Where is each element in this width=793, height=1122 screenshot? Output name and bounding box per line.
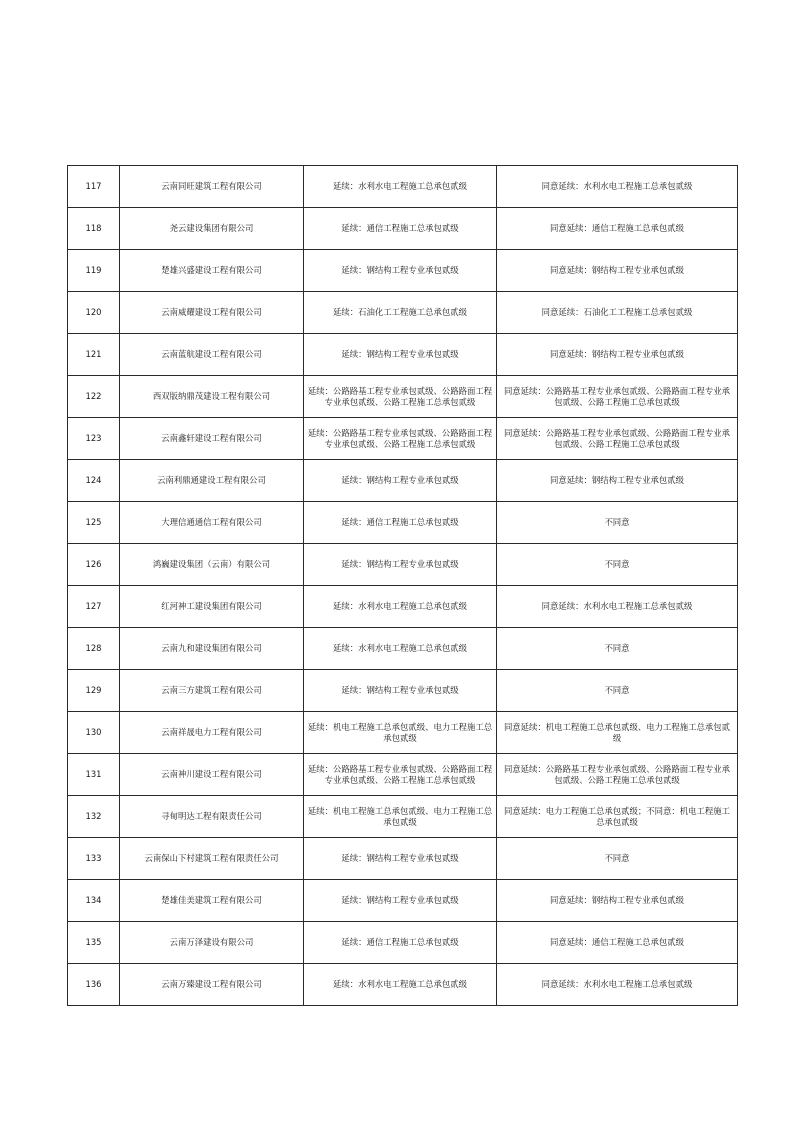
review-result-cell: 同意延续：公路路基工程专业承包贰级、公路路面工程专业承包贰级、公路工程施工总承包贰级 [497,418,738,460]
row-number-cell: 126 [68,544,120,586]
table-row [68,166,738,208]
application-cell: 延续：钢结构工程专业承包贰级 [304,670,497,712]
company-name-cell: 寻甸明达工程有限责任公司 [120,796,304,838]
application-cell: 延续：机电工程施工总承包贰级、电力工程施工总承包贰级 [304,712,497,754]
application-cell: 延续：通信工程施工总承包贰级 [304,502,497,544]
table-row [68,502,738,544]
application-cell: 延续：钢结构工程专业承包贰级 [304,838,497,880]
row-number-cell: 120 [68,292,120,334]
company-name-cell: 红河神工建设集团有限公司 [120,586,304,628]
application-cell: 延续：钢结构工程专业承包贰级 [304,880,497,922]
table-row [68,712,738,754]
company-name-cell: 云南三方建筑工程有限公司 [120,670,304,712]
row-number-cell: 135 [68,922,120,964]
company-name-cell: 尧云建设集团有限公司 [120,208,304,250]
row-number-cell: 130 [68,712,120,754]
row-number-cell: 125 [68,502,120,544]
table-row [68,418,738,460]
company-name-cell: 云南威耀建设工程有限公司 [120,292,304,334]
application-cell: 延续：水利水电工程施工总承包贰级 [304,628,497,670]
table-row [68,964,738,1006]
table-row [68,796,738,838]
table-row [68,376,738,418]
review-result-cell: 不同意 [497,838,738,880]
row-number-cell: 128 [68,628,120,670]
application-cell: 延续：公路路基工程专业承包贰级、公路路面工程专业承包贰级、公路工程施工总承包贰级 [304,754,497,796]
table-row [68,880,738,922]
application-cell: 延续：公路路基工程专业承包贰级、公路路面工程专业承包贰级、公路工程施工总承包贰级 [304,376,497,418]
company-name-cell: 云南利鼎通建设工程有限公司 [120,460,304,502]
row-number-cell: 133 [68,838,120,880]
review-result-cell: 同意延续：钢结构工程专业承包贰级 [497,880,738,922]
table-row [68,292,738,334]
table-row [68,670,738,712]
application-cell: 延续：钢结构工程专业承包贰级 [304,334,497,376]
review-result-cell: 同意延续：石油化工工程施工总承包贰级 [497,292,738,334]
row-number-cell: 136 [68,964,120,1006]
row-number-cell: 124 [68,460,120,502]
application-cell: 延续：钢结构工程专业承包贰级 [304,250,497,292]
review-result-cell: 同意延续：水利水电工程施工总承包贰级 [497,586,738,628]
row-number-cell: 119 [68,250,120,292]
review-result-cell: 同意延续：公路路基工程专业承包贰级、公路路面工程专业承包贰级、公路工程施工总承包贰级 [497,376,738,418]
review-result-cell: 不同意 [497,670,738,712]
table-row [68,460,738,502]
table-row [68,208,738,250]
table-row [68,250,738,292]
review-result-cell: 同意延续：公路路基工程专业承包贰级、公路路面工程专业承包贰级、公路工程施工总承包贰级 [497,754,738,796]
review-result-cell: 同意延续：钢结构工程专业承包贰级 [497,250,738,292]
application-cell: 延续：水利水电工程施工总承包贰级 [304,166,497,208]
table-row [68,334,738,376]
company-name-cell: 云南保山下村建筑工程有限责任公司 [120,838,304,880]
row-number-cell: 122 [68,376,120,418]
application-cell: 延续：钢结构工程专业承包贰级 [304,544,497,586]
table-row [68,586,738,628]
company-name-cell: 楚雄兴盛建设工程有限公司 [120,250,304,292]
company-name-cell: 西双版纳鼎茂建设工程有限公司 [120,376,304,418]
row-number-cell: 121 [68,334,120,376]
company-name-cell: 云南万泽建设有限公司 [120,922,304,964]
review-result-cell: 不同意 [497,544,738,586]
review-result-cell: 同意延续：机电工程施工总承包贰级、电力工程施工总承包贰级 [497,712,738,754]
company-name-cell: 云南万臻建设工程有限公司 [120,964,304,1006]
company-name-cell: 云南祥晟电力工程有限公司 [120,712,304,754]
review-result-cell: 不同意 [497,628,738,670]
company-name-cell: 云南同旺建筑工程有限公司 [120,166,304,208]
approval-table [67,165,738,1006]
company-name-cell: 云南九和建设集团有限公司 [120,628,304,670]
company-name-cell: 大理信通通信工程有限公司 [120,502,304,544]
company-name-cell: 云南蓝航建设工程有限公司 [120,334,304,376]
review-result-cell: 同意延续：水利水电工程施工总承包贰级 [497,964,738,1006]
row-number-cell: 123 [68,418,120,460]
row-number-cell: 127 [68,586,120,628]
review-result-cell: 同意延续：电力工程施工总承包贰级；不同意：机电工程施工总承包贰级 [497,796,738,838]
application-cell: 延续：钢结构工程专业承包贰级 [304,460,497,502]
row-number-cell: 118 [68,208,120,250]
table-row [68,628,738,670]
table-row [68,838,738,880]
application-cell: 延续：通信工程施工总承包贰级 [304,208,497,250]
row-number-cell: 134 [68,880,120,922]
table-row [68,754,738,796]
review-result-cell: 同意延续：钢结构工程专业承包贰级 [497,460,738,502]
application-cell: 延续：石油化工工程施工总承包贰级 [304,292,497,334]
row-number-cell: 132 [68,796,120,838]
application-cell: 延续：公路路基工程专业承包贰级、公路路面工程专业承包贰级、公路工程施工总承包贰级 [304,418,497,460]
company-name-cell: 云南神川建设工程有限公司 [120,754,304,796]
review-result-cell: 同意延续：通信工程施工总承包贰级 [497,208,738,250]
review-result-cell: 同意延续：水利水电工程施工总承包贰级 [497,166,738,208]
application-cell: 延续：通信工程施工总承包贰级 [304,922,497,964]
company-name-cell: 楚雄佳美建筑工程有限公司 [120,880,304,922]
review-result-cell: 不同意 [497,502,738,544]
company-name-cell: 鸿巍建设集团（云南）有限公司 [120,544,304,586]
row-number-cell: 129 [68,670,120,712]
row-number-cell: 131 [68,754,120,796]
table-row [68,544,738,586]
application-cell: 延续：水利水电工程施工总承包贰级 [304,586,497,628]
table-body [68,166,738,1006]
application-cell: 延续：机电工程施工总承包贰级、电力工程施工总承包贰级 [304,796,497,838]
review-result-cell: 同意延续：通信工程施工总承包贰级 [497,922,738,964]
company-name-cell: 云南鑫轩建设工程有限公司 [120,418,304,460]
application-cell: 延续：水利水电工程施工总承包贰级 [304,964,497,1006]
review-result-cell: 同意延续：钢结构工程专业承包贰级 [497,334,738,376]
table-row [68,922,738,964]
row-number-cell: 117 [68,166,120,208]
